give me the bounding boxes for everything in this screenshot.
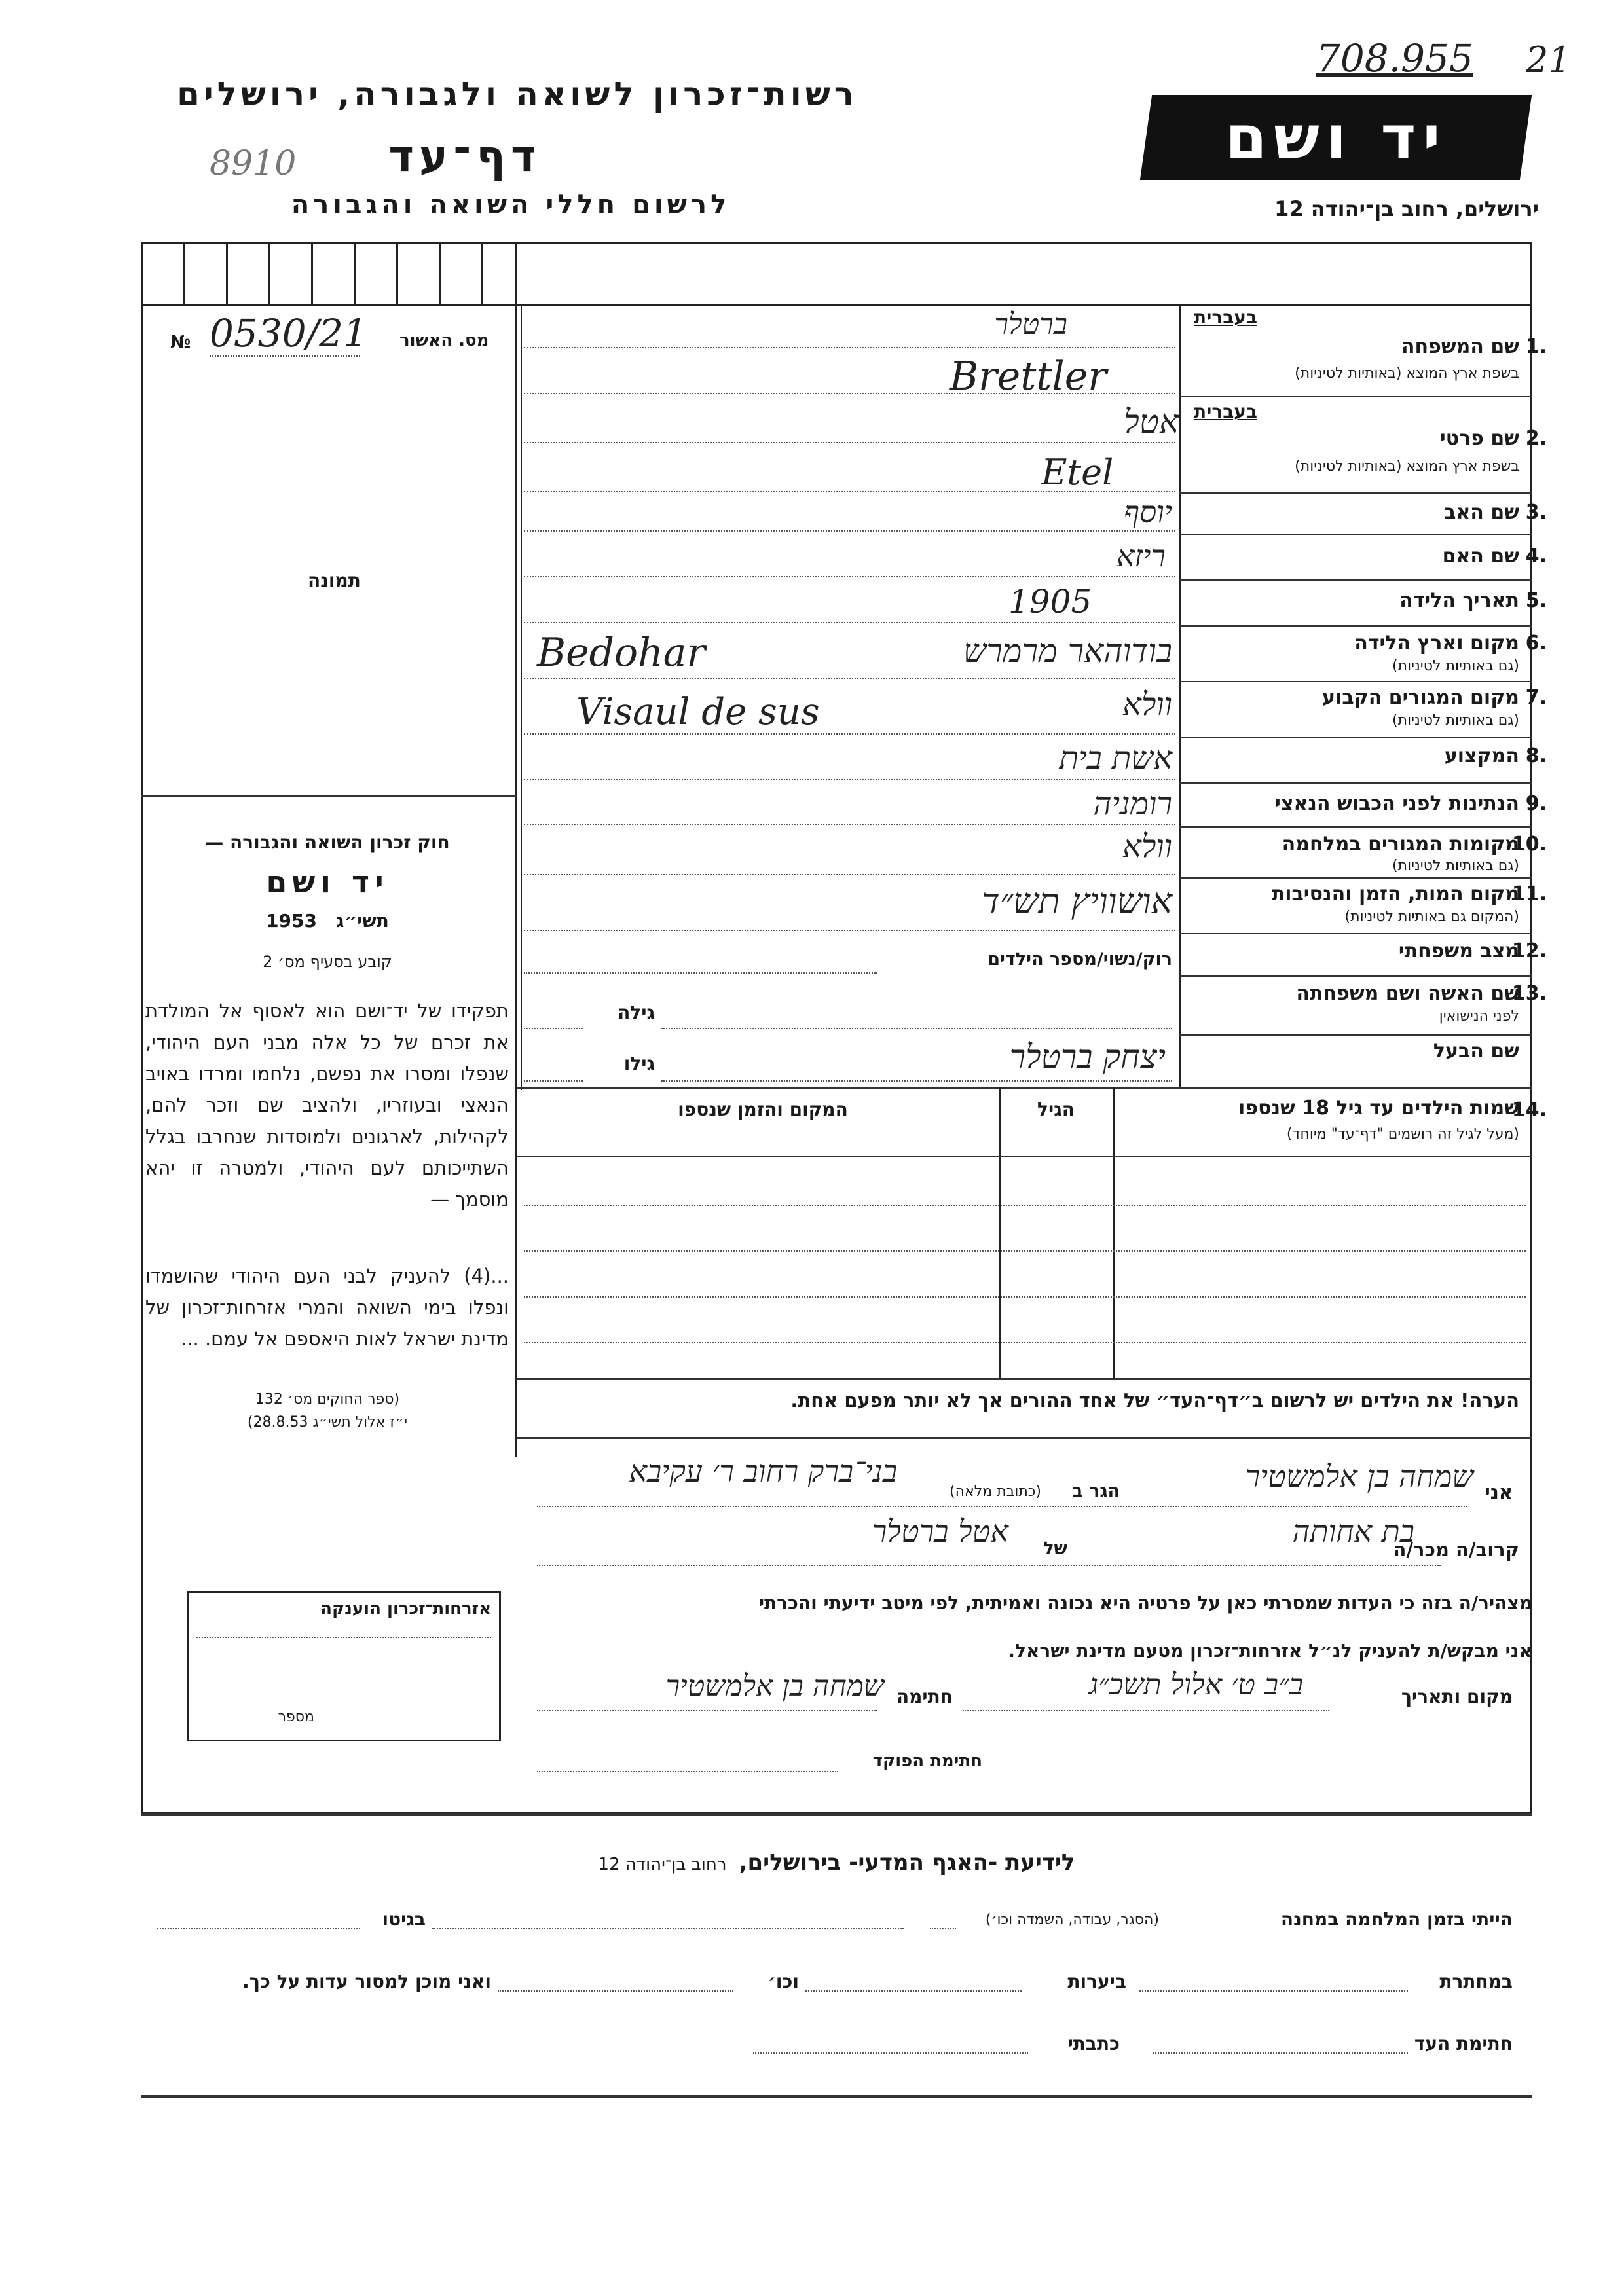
row11-sub: (המקום גם באותיות לטיניות) [1344, 909, 1519, 925]
row1-tag: בעברית [1193, 306, 1257, 328]
children-num: 14. [1511, 1099, 1547, 1121]
row11-value: אושוויץ תש״ד [981, 881, 1172, 922]
address: ירושלים, רחוב בן־יהודה 12 [1274, 196, 1539, 221]
row7-label: מקום המגורים הקבוע [1322, 686, 1519, 709]
footer-line1-b: בגיטו [382, 1908, 426, 1930]
row6-label: מקום וארץ הלידה [1354, 632, 1519, 655]
top-number: 708.955 [1316, 36, 1473, 81]
row5-value: 1905 [1008, 583, 1092, 621]
husband-extra-label: גילו [623, 1053, 655, 1074]
children-label: שמות הילדים עד גיל 18 שנספו [1238, 1097, 1519, 1120]
children-col-age: הגיל [1037, 1099, 1075, 1120]
row1-value-lat: Brettler [950, 354, 1107, 399]
law-ref-2: י״ז אלול תשי״ג 28.8.53) [247, 1414, 408, 1430]
row6-value-lat: Bedohar [537, 630, 706, 676]
decl-signature-label: חתימה [896, 1686, 953, 1707]
row3-num: 3. [1525, 501, 1547, 524]
row1-label: שם המשפחה [1401, 335, 1519, 358]
logo-text: יד ושם [1225, 102, 1447, 173]
row8-value: אשת בית [1059, 740, 1172, 776]
law-year: 1953 [266, 910, 318, 932]
footer-line3-a: חתימת העד [1414, 2033, 1513, 2054]
footer-title: לידיעת -האגף המדעי- בירושלים, [739, 1850, 1075, 1876]
row11-num: 11. [1511, 883, 1547, 905]
law-text-2: ...(4) להעניק לבני העם היהודי שהושמדו ונפלו בימי השואה והמרי אזרחות־זכרון של מדינת ישראל לאות היאספם אל עמם. ... [145, 1265, 509, 1350]
row5-num: 5. [1525, 589, 1547, 612]
decl-of-value: אטל ברטלר [872, 1514, 1008, 1549]
row4-label: שם האם [1442, 545, 1519, 568]
footer-line2-a: במחתרת [1439, 1971, 1513, 1992]
reg-no-value: 0530/21 [210, 311, 367, 355]
top-strip [141, 242, 517, 306]
decl-place-date-value: ב״ב ט׳ אלול תשכ״ג [1088, 1668, 1303, 1702]
form-subtitle: לרשום חללי השואה והגבורה [291, 190, 731, 220]
citizenship-box-number: מספר [278, 1709, 314, 1725]
note: הערה! את הילדים יש לרשום ב״דף־העד״ של אחד ההורים אך לא יותר מפעם אחת. [790, 1389, 1519, 1412]
footer-line2-b: ביערות [1067, 1971, 1126, 1992]
row10-label: מקומות המגורים במלחמה [1282, 833, 1519, 856]
row1-value-he: ברטלר [994, 308, 1067, 341]
row7-num: 7. [1525, 686, 1547, 709]
row12-extra-label: רוק/נשוי/מספר הילדים [987, 949, 1172, 970]
husband-label: שם הבעל [1433, 1040, 1519, 1063]
reg-no-prefix: № [170, 333, 191, 352]
row6-value: בודוהאר מרמרש [963, 632, 1172, 670]
row5-label: תאריך הלידה [1399, 589, 1519, 612]
law-year-row [151, 910, 504, 932]
citizenship-box-title: אזרחות־זכרון הוענקה [320, 1599, 491, 1618]
law-year-heb: תשי״ג [335, 910, 389, 932]
yad-vashem-logo [1140, 95, 1532, 180]
photo-label: תמונה [308, 570, 361, 591]
row10-value: וולא [1122, 828, 1172, 865]
decl-signature: שמחה בן אלמשטיר [665, 1669, 884, 1703]
row6-num: 6. [1525, 632, 1547, 655]
row1-sub: בשפת ארץ המוצא (באותיות לטיניות) [1295, 365, 1519, 382]
decl-i-value: שמחה בן אלמשטיר [1245, 1459, 1473, 1494]
row6-sub: (גם באותיות לטיניות) [1392, 658, 1519, 674]
children-col-place: המקום והזמן שנספו [678, 1099, 848, 1120]
row2-sub: בשפת ארץ המוצא (באותיות לטיניות) [1295, 458, 1519, 475]
footer-line1-hint: (הסגר, עבודה, השמדה וכו׳) [985, 1912, 1159, 1928]
law-text-1: תפקידו של יד־ושם הוא לאסוף אל המולדת את זכרם של כל אלה מבני העם היהודי, שנפלו ומסרו את נפשם, נלחמו ומרדו באויב הנאצי ובעוזריו, ולהציב שם וזכר להם, לקהילות, לארגונים ולמוסדות שנחרבו בגלל השתייכותם לעם היהודי, ולמטרה זו יהא מוסמך — [145, 1000, 509, 1211]
row12-num: 12. [1511, 939, 1547, 962]
footer-line3-b: כתבתי [1067, 2033, 1120, 2054]
decl-officer-label: חתימת הפוקד [872, 1751, 982, 1771]
decl-address-hint: (כתובת מלאה) [950, 1484, 1041, 1500]
husband-value: יצחק ברטלר [1009, 1038, 1166, 1076]
row9-value: רומניה [1093, 786, 1172, 822]
stamp-number: 8910 [210, 144, 297, 183]
law-name: יד ושם [266, 864, 389, 900]
top-strip-right [517, 242, 1532, 306]
row7-value: וולא [1122, 686, 1172, 723]
footer-title-address: רחוב בן־יהודה 12 [598, 1855, 727, 1874]
row13-num: 13. [1511, 982, 1547, 1005]
row7-sub: (גם באותיות לטיניות) [1392, 712, 1519, 729]
decl-statement-1: מצהיר/ה בזה כי העדות שמסרתי כאן על פרטיה היא נכונה ואמיתית, לפי מיטב ידיעתי והכרתי [758, 1592, 1532, 1614]
reg-no-label: מס. האשור [399, 331, 489, 350]
form-title: דף־עד [388, 131, 542, 181]
row12-label: מצב משפחתי [1398, 939, 1519, 962]
row13-label: שם האשה ושם משפחתה [1296, 982, 1519, 1005]
row7-value-lat: Visaul de sus [576, 691, 820, 733]
row1-num: 1. [1525, 335, 1547, 358]
org-title: רשות־זכרון לשואה ולגבורה, ירושלים [177, 75, 858, 113]
decl-place-date-label: מקום ותאריך [1401, 1686, 1513, 1707]
corner-number: 21 [1526, 39, 1571, 81]
decl-address-value: בני־ברק רחוב ר׳ עקיבא [629, 1453, 897, 1489]
row3-value: יוסף [1124, 494, 1172, 530]
row2-label: שם פרטי [1439, 427, 1519, 450]
decl-i-label: אני [1485, 1481, 1513, 1503]
row9-num: 9. [1525, 792, 1547, 815]
row10-num: 10. [1511, 833, 1547, 856]
row2-value-lat: Etel [1041, 452, 1114, 493]
decl-statement-2: אני מבקש/ת להעניק לנ״ל אזרחות־זכרון מטעם מדינת ישראל. [1008, 1640, 1532, 1662]
row8-label: המקצוע [1444, 744, 1519, 767]
row13-extra-label: גילה [618, 1002, 655, 1023]
row2-value-he: אטל [1124, 403, 1179, 441]
decl-resides-label: הגר ב [1072, 1481, 1120, 1501]
footer-line1-a: הייתי בזמן המלחמה במחנה [1280, 1908, 1513, 1930]
row11-label: מקום המות, הזמן והנסיבות [1271, 883, 1519, 905]
row2-tag: בעברית [1193, 401, 1257, 422]
row4-num: 4. [1525, 545, 1547, 568]
footer-title-row [141, 1850, 1532, 1876]
children-sub: (מעל לגיל זה רושמים "דף־עד" מיוחד) [1286, 1126, 1519, 1142]
law-ref-1: (ספר החוקים מס׳ 132 [255, 1391, 400, 1408]
row10-sub: (גם באותיות לטיניות) [1392, 858, 1519, 874]
decl-relation-value: בת אחותה [1292, 1514, 1414, 1549]
footer-line2-d: ואני מוכן למסור עדות על כך. [242, 1971, 491, 1992]
row2-num: 2. [1525, 427, 1547, 450]
row3-label: שם האב [1444, 501, 1519, 524]
law-title: חוק זכרון השואה והגבורה — [205, 831, 450, 853]
row9-label: הנתינות לפני הכבוש הנאצי [1275, 792, 1519, 815]
row8-num: 8. [1525, 744, 1547, 767]
row4-value: ריזא [1116, 538, 1166, 574]
law-clause: קובע בסעיף מס׳ 2 [263, 953, 392, 971]
footer-line2-c: וכו׳ [767, 1971, 799, 1992]
row13-sub: לפני הנישואין [1439, 1008, 1519, 1025]
decl-relative-label: קרוב/ה מכר/ה [1393, 1539, 1519, 1561]
decl-of-label: של [1043, 1539, 1067, 1559]
